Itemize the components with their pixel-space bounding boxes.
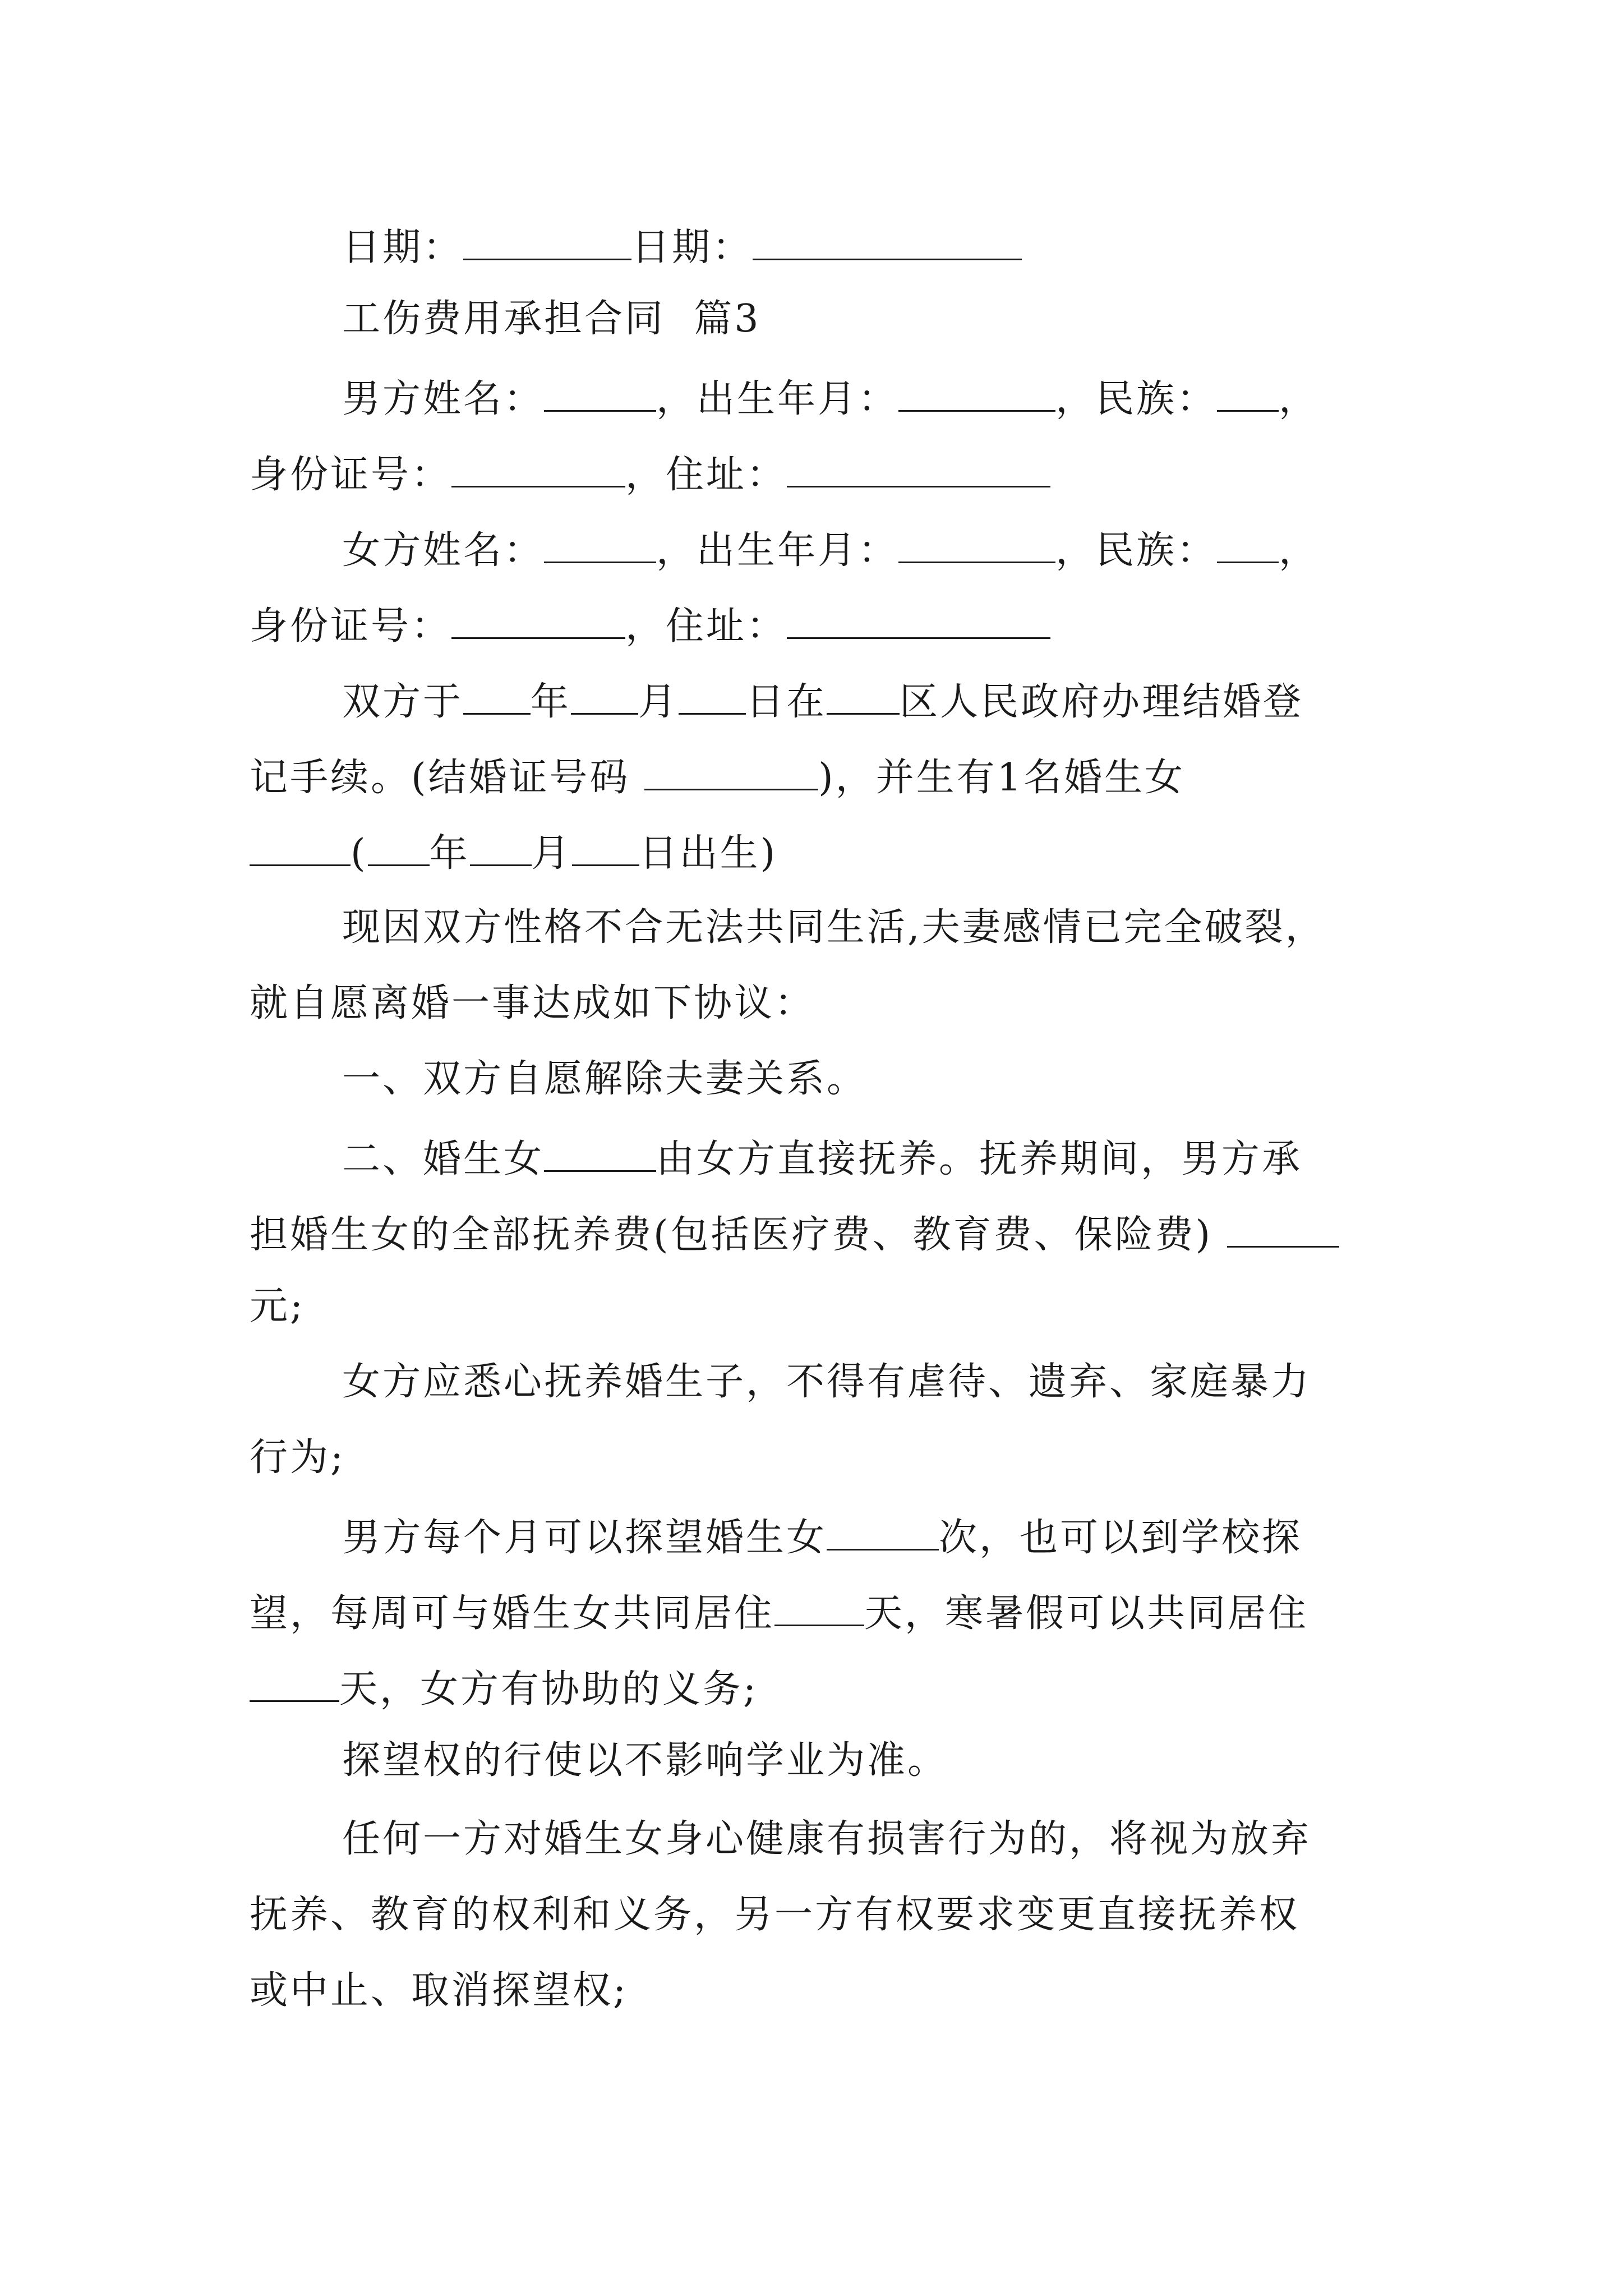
text-segment: 工伤费用承担合同 篇3 (342, 297, 761, 341)
text-segment: 任何一方对婚生女身心健康有损害行为的，将视为放弃 (342, 1817, 1312, 1861)
text-segment: 身份证号： (250, 453, 452, 498)
text-segment: ，住址： (625, 604, 787, 649)
fill-blank (753, 224, 1022, 260)
text-line (342, 679, 1304, 725)
text-segment: ， (1279, 377, 1320, 422)
text-line (342, 1738, 948, 1783)
text-line (250, 1590, 1309, 1636)
text-segment: 年 (429, 831, 470, 876)
fill-blank (1227, 1212, 1339, 1248)
text-segment: 二、婚生女 (342, 1137, 545, 1182)
fill-blank (470, 830, 532, 866)
text-segment: 担婚生女的全部抚养费(包括医疗费、教育费、保险费) (250, 1213, 1227, 1258)
text-segment: 记手续。(结婚证号码 (250, 756, 645, 800)
fill-blank (679, 679, 746, 715)
text-line (250, 1435, 345, 1480)
fill-blank (250, 830, 351, 866)
fill-blank (898, 527, 1055, 563)
text-line (250, 452, 1050, 498)
text-line (342, 224, 1022, 270)
text-line (250, 1284, 305, 1328)
text-segment: 月 (638, 680, 679, 725)
fill-blank (463, 224, 631, 260)
fill-blank (368, 830, 430, 866)
text-line (250, 1968, 628, 2013)
fill-blank (572, 830, 639, 866)
text-segment: 天，女方有协助的义务; (339, 1667, 758, 1712)
text-line (342, 297, 761, 341)
text-segment: 一、双方自愿解除夫妻关系。 (342, 1057, 868, 1101)
fill-blank (544, 376, 656, 412)
fill-blank (827, 679, 900, 715)
text-line (342, 1817, 1312, 1861)
text-segment: 现因双方性格不合无法共同生活,夫妻感情已完全破裂， (342, 905, 1326, 950)
text-segment: 日期： (631, 226, 753, 270)
text-segment: 男方每个月可以探望婚生女 (342, 1516, 827, 1561)
text-segment: 元; (250, 1284, 305, 1328)
text-segment: ( (351, 831, 368, 876)
text-line (250, 1212, 1339, 1258)
text-line (250, 754, 1185, 800)
text-segment: 天，寒暑假可以共同居住 (864, 1591, 1309, 1636)
text-segment: 就自愿离婚一事达成如下协议： (250, 981, 815, 1025)
text-line (342, 527, 1320, 573)
text-line (250, 1893, 1300, 1937)
text-segment: ，住址： (625, 453, 787, 498)
text-line (250, 981, 815, 1025)
text-segment: )，并生有1名婚生女 (818, 756, 1185, 800)
text-segment: 区人民政府办理结婚登 (900, 680, 1304, 725)
text-segment: 日出生) (639, 831, 778, 876)
text-segment: 年 (531, 680, 571, 725)
text-segment: ，出生年月： (656, 377, 899, 422)
text-segment: 探望权的行使以不影响学业为准。 (342, 1738, 948, 1783)
text-line (342, 1136, 1303, 1182)
text-line (250, 830, 778, 876)
text-segment: 男方姓名： (342, 377, 545, 422)
text-segment: 抚养、教育的权利和义务，另一方有权要求变更直接抚养权 (250, 1893, 1300, 1937)
text-segment: ， (1279, 528, 1320, 573)
text-line (342, 376, 1320, 422)
text-segment: 望，每周可与婚生女共同居住 (250, 1591, 775, 1636)
text-segment: 日在 (746, 680, 827, 725)
text-segment: 由女方直接抚养。抚养期间，男方承 (656, 1137, 1303, 1182)
fill-blank (463, 679, 531, 715)
fill-blank (1217, 376, 1279, 412)
text-segment: 身份证号： (250, 604, 452, 649)
fill-blank (787, 603, 1050, 639)
text-line (250, 603, 1050, 649)
text-segment: 女方姓名： (342, 528, 545, 573)
fill-blank (1217, 527, 1279, 563)
text-line (342, 1057, 868, 1101)
text-segment: 次，也可以到学校探 (939, 1516, 1303, 1561)
text-line (250, 1666, 758, 1712)
text-line (342, 1515, 1303, 1561)
fill-blank (774, 1590, 864, 1626)
fill-blank (787, 452, 1050, 487)
fill-blank (544, 1136, 656, 1172)
fill-blank (898, 376, 1055, 412)
text-segment: ，民族： (1055, 528, 1218, 573)
fill-blank (644, 754, 818, 790)
fill-blank (250, 1666, 339, 1702)
text-line (342, 905, 1326, 950)
text-segment: 日期： (342, 226, 464, 270)
fill-blank (827, 1515, 939, 1550)
fill-blank (451, 603, 625, 639)
text-segment: 或中止、取消探望权; (250, 1968, 628, 2013)
text-segment: 月 (531, 831, 572, 876)
text-segment: ，出生年月： (656, 528, 899, 573)
text-segment: ，民族： (1055, 377, 1218, 422)
text-line (342, 1360, 1312, 1404)
text-segment: 女方应悉心抚养婚生子，不得有虐待、遗弃、家庭暴力 (342, 1360, 1312, 1404)
fill-blank (544, 527, 656, 563)
text-segment: 双方于 (342, 680, 464, 725)
text-segment: 行为; (250, 1435, 345, 1480)
fill-blank (571, 679, 638, 715)
fill-blank (451, 452, 625, 487)
